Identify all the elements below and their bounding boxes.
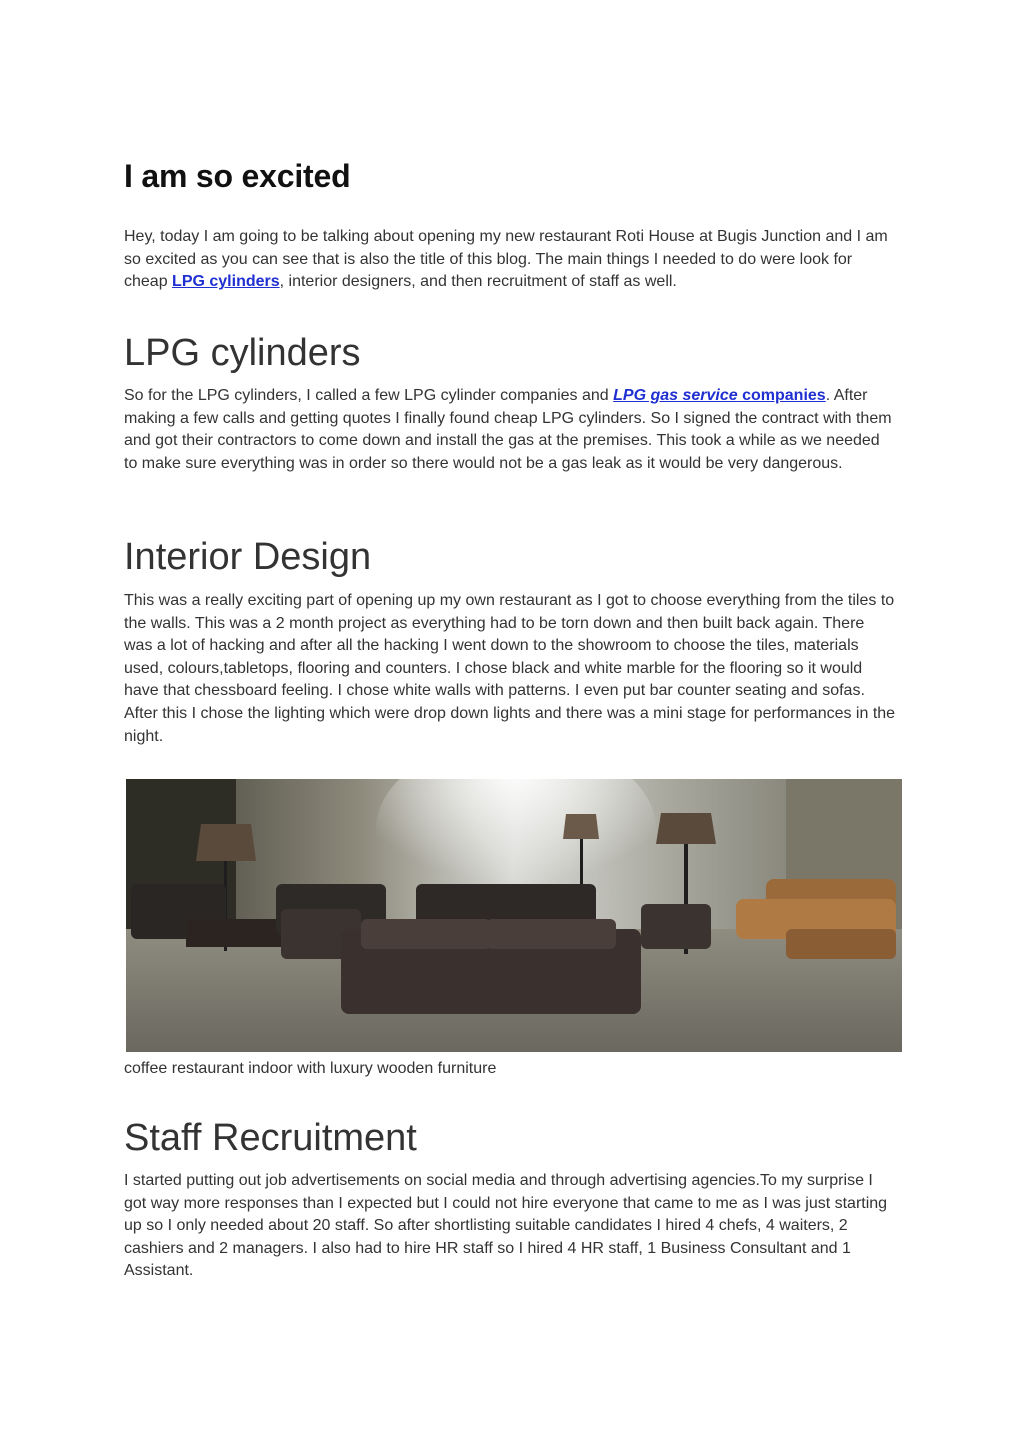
interior-paragraph: This was a really exciting part of opening up my own restaurant as I got to choose everything from the tiles to the walls. This was a 2 month project as everything had to be torn down and then built back again. There was a lot of hacking and after all the hacking I went down to the showroom to choose the tiles, materials used, colours,tabletops, flooring and counters. I chose black and white marble for the flooring so it would have that chessboard feeling. I chose white walls with patterns. I even put bar counter seating and sofas. After this I chose the lighting which were drop down lights and there was a mini stage for performances in the night. xyxy=(124,592,896,745)
lpg-paragraph xyxy=(124,385,896,475)
photo-caption: coffee restaurant indoor with luxury wooden furniture xyxy=(124,1060,497,1077)
lpg-gas-service-link[interactable]: LPG gas service xyxy=(613,387,738,404)
staff-paragraph: I started putting out job advertisements on social media and through advertising agencies.To my surprise I got way more responses than I expected but I could not hire everyone that came to me as I was just starting up so I only needed about 20 staff. So after shortlisting suitable candidates I hired 4 chefs, 4 waiters, 2 cashiers and 2 managers. I also had to hire HR staff so I hired 4 HR staff, 1 Business Consultant and 1 Assistant. xyxy=(124,1172,888,1280)
lpg-text-after: . After making a few calls and getting quotes I finally found cheap LPG cylinders. So I signed the contract with them and got their contractors to come down and install the gas at the premises. This took a while as we needed to make sure everything was in order so there would not be a gas leak as it would be very dangerous. xyxy=(124,387,892,472)
interior-heading: Interior Design xyxy=(124,536,372,578)
lpg-cylinders-link[interactable]: LPG cylinders xyxy=(172,273,280,291)
lpg-heading: LPG cylinders xyxy=(124,332,361,374)
intro-text-after: , interior designers, and then recruitment of staff as well. xyxy=(279,273,677,291)
lpg-text-before: So for the LPG cylinders, I called a few LPG cylinder companies and xyxy=(124,387,614,404)
intro-text-before: Hey, today I am going to be talking about opening my new restaurant Roti House at Bugis Junction and I am so excited as you can see that is also the title of this blog. The main things I needed to do were look for cheap xyxy=(124,228,888,291)
lpg-companies-link[interactable]: companies xyxy=(737,387,826,404)
restaurant-interior-photo xyxy=(126,779,902,1052)
staff-heading: Staff Recruitment xyxy=(124,1117,417,1159)
intro-paragraph xyxy=(124,226,896,294)
post-title: I am so excited xyxy=(124,158,351,194)
